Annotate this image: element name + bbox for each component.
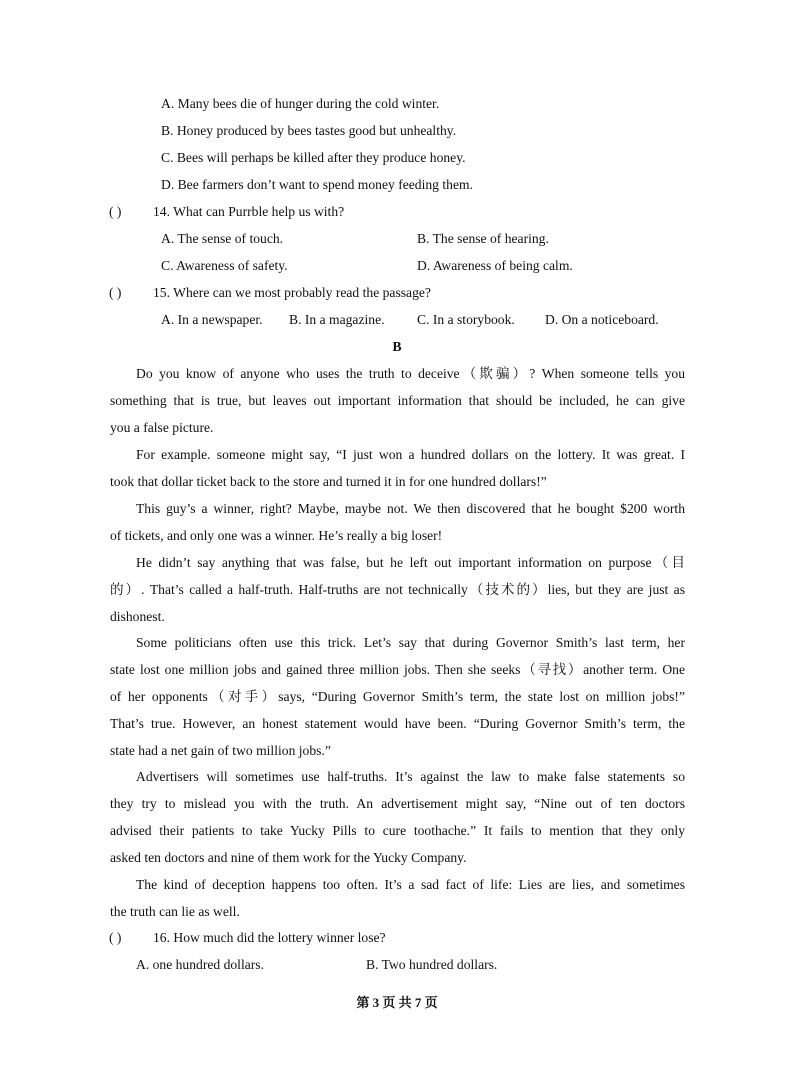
answer-blank[interactable]: ( ) <box>109 930 122 945</box>
question-16 <box>109 929 386 947</box>
passage-line: took that dollar ticket back to the store and turned it in for one hundred dollars!” <box>110 474 547 489</box>
passage-line: This guy’s a winner, right? Maybe, maybe not. We then discovered that he bought $200 worth <box>136 501 685 516</box>
q14-option-d: D. Awareness of being calm. <box>417 258 573 273</box>
q15-option-d: D. On a noticeboard. <box>545 312 659 327</box>
answer-blank[interactable]: ( ) <box>109 204 122 219</box>
passage-line: advised their patients to take Yucky Pills to cure toothache.” It fails to mention that they only <box>110 823 685 838</box>
passage-line: of her opponents（对手）says, “During Governor Smith’s term, the state lost on million jobs!” <box>110 689 685 704</box>
passage-line: The kind of deception happens too often. It’s a sad fact of life: Lies are lies, and sometimes <box>136 877 685 892</box>
question-stem: 15. Where can we most probably read the passage? <box>153 285 431 300</box>
passage-line: He didn’t say anything that was false, but he left out important information on purpose（目 <box>136 555 685 570</box>
q15-option-a: A. In a newspaper. <box>161 312 263 327</box>
passage-line: they try to mislead you with the truth. An advertisement might say, “Nine out of ten doctors <box>110 796 685 811</box>
q16-option-b: B. Two hundred dollars. <box>366 957 498 972</box>
passage-line: state lost one million jobs and gained three million jobs. Then she seeks（寻找）another term. One <box>110 662 685 677</box>
passage-line: you a false picture. <box>110 420 214 435</box>
q16-option-a: A. one hundred dollars. <box>136 957 264 972</box>
question-stem: 16. How much did the lottery winner lose? <box>153 930 386 945</box>
question-14 <box>109 203 344 221</box>
answer-blank[interactable]: ( ) <box>109 285 122 300</box>
passage-line: 的）. That’s called a half-truth. Half-truths are not technically（技术的）lies, but they are just as <box>110 582 685 597</box>
q14-option-b: B. The sense of hearing. <box>417 231 549 246</box>
q15-option-c: C. In a storybook. <box>417 312 515 327</box>
passage-line: state had a net gain of two million jobs.” <box>110 743 331 758</box>
q14-option-a: A. The sense of touch. <box>161 231 284 246</box>
passage-line: something that is true, but leaves out important information that should be included, he can give <box>110 393 685 408</box>
q13-option-d: D. Bee farmers don’t want to spend money feeding them. <box>161 177 473 192</box>
section-heading: B <box>392 339 402 354</box>
page-number: 第 3 页 共 7 页 <box>356 995 438 1010</box>
passage-line: the truth can lie as well. <box>110 904 240 919</box>
passage-line: That’s true. However, an honest statement would have been. “During Governor Smith’s term, the <box>110 716 685 731</box>
passage-line: For example. someone might say, “I just won a hundred dollars on the lottery. It was great. I <box>136 447 685 462</box>
q14-option-c: C. Awareness of safety. <box>161 258 288 273</box>
passage-line: of tickets, and only one was a winner. He’s really a big loser! <box>110 528 443 543</box>
question-15 <box>109 284 431 302</box>
q13-option-b: B. Honey produced by bees tastes good but unhealthy. <box>161 123 457 138</box>
passage-line: Do you know of anyone who uses the truth to deceive（欺骗）? When someone tells you <box>136 366 685 381</box>
q15-option-b: B. In a magazine. <box>289 312 385 327</box>
question-stem: 14. What can Purrble help us with? <box>153 204 345 219</box>
q13-option-c: C. Bees will perhaps be killed after they produce honey. <box>161 150 466 165</box>
passage-line: Some politicians often use this trick. Let’s say that during Governor Smith’s last term, her <box>136 635 685 650</box>
q13-option-a: A. Many bees die of hunger during the cold winter. <box>161 96 440 111</box>
passage-line: asked ten doctors and nine of them work for the Yucky Company. <box>110 850 467 865</box>
passage-line: Advertisers will sometimes use half-truths. It’s against the law to make false statements so <box>136 769 685 784</box>
passage-line: dishonest. <box>110 609 165 624</box>
